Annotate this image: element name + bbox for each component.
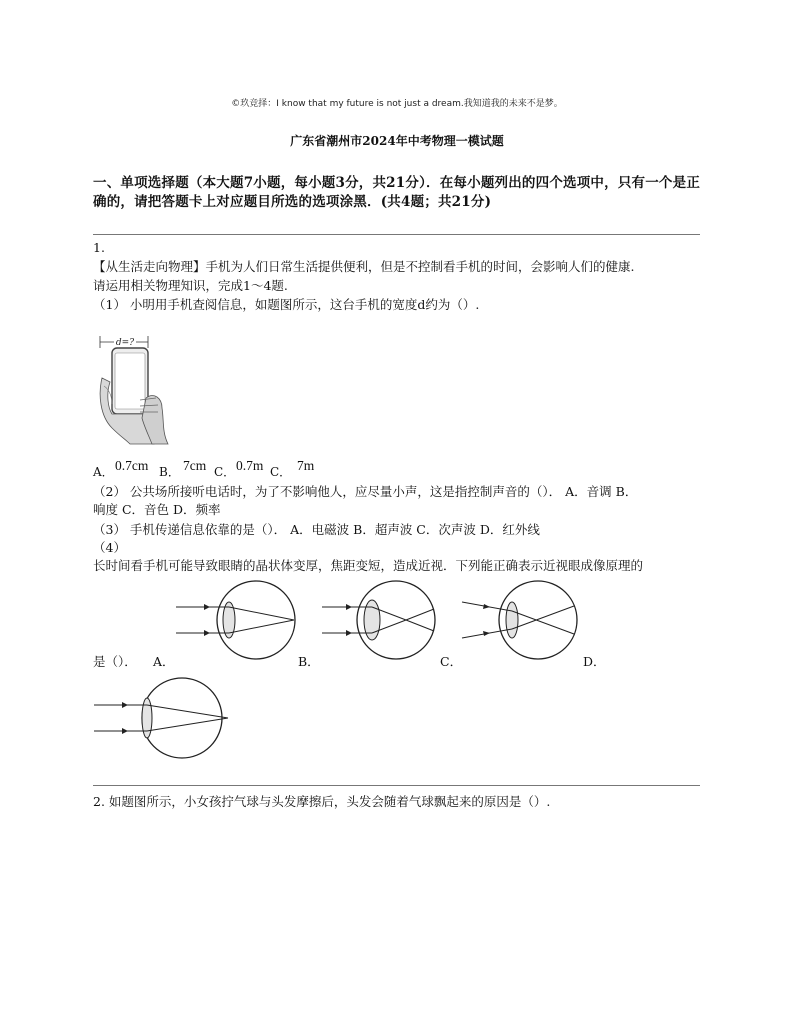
option-d-letter: C． [270,465,292,479]
question-intro-line1: 【从生活走向物理】手机为人们日常生活提供便利，但是不控制看手机的时间，会影响人们的健康. [93,259,635,274]
subquestion-1: （1） 小明用手机查阅信息，如题图所示，这台手机的宽度d约为（）. [93,297,480,312]
subquestion-2-line1: （2） 公共场所接听电话时，为了不影响他人，应尽量小声，这是指控制声音的（）． A．音调 B． [93,484,638,499]
question-number: 1. [93,240,105,255]
option-b-letter: B． [159,465,180,479]
subquestion-4-prefix: 是（）． [93,654,137,669]
question-intro-line2: 请运用相关物理知识，完成1～4题. [93,278,288,293]
eye-option-b-label: B． [298,654,320,669]
divider [93,234,700,235]
option-a-value: 0.7cm [115,458,149,473]
subquestion-1-options [93,458,353,478]
phone-hand-figure [96,328,176,444]
option-c-value: 0.7m [236,458,264,473]
eye-option-c-label: C． [440,654,463,669]
question-2-text: 2. 如题图所示，小女孩拧气球与头发摩擦后，头发会随着气球飘起来的原因是（）. [93,794,551,809]
subquestion-3: （3） 手机传递信息依靠的是（）． A．电磁波 B．超声波 C．次声波 D．红外线 [93,522,540,537]
option-b-value: 7cm [183,458,207,473]
eye-diagram-b [322,576,442,664]
subquestion-2-line2: 响度 C．音色 D．频率 [93,502,221,517]
option-a-letter: A． [93,465,114,479]
eye-diagram-d [94,672,234,764]
eye-option-d-label: D． [583,654,606,669]
option-c-letter: C． [214,465,236,479]
page-title: 广东省潮州市2024年中考物理一模试题 [290,134,504,148]
section-heading-line1: 一、单项选择题（本大题7小题，每小题3分，共21分）．在每小题列出的四个选项中，只有一个是正 [93,175,701,191]
eye-option-a-label: A． [153,654,175,669]
section-heading-line2: 确的，请把答题卡上对应题目所选的选项涂黑．(共4题；共21分) [93,194,492,210]
eye-diagram-c [462,576,582,664]
subquestion-4-number: （4） [93,540,126,555]
phone-width-label: d=? [115,338,135,348]
eye-diagram-a [176,576,296,664]
divider [93,785,700,786]
header-motto: ©玖竞择：I know that my future is not just a dream.我知道我的未来不是梦。 [231,99,563,109]
option-d-value: 7m [297,458,315,473]
subquestion-4-text: 长时间看手机可能导致眼睛的晶状体变厚，焦距变短，造成近视．下列能正确表示近视眼成像原理的 [93,558,644,573]
